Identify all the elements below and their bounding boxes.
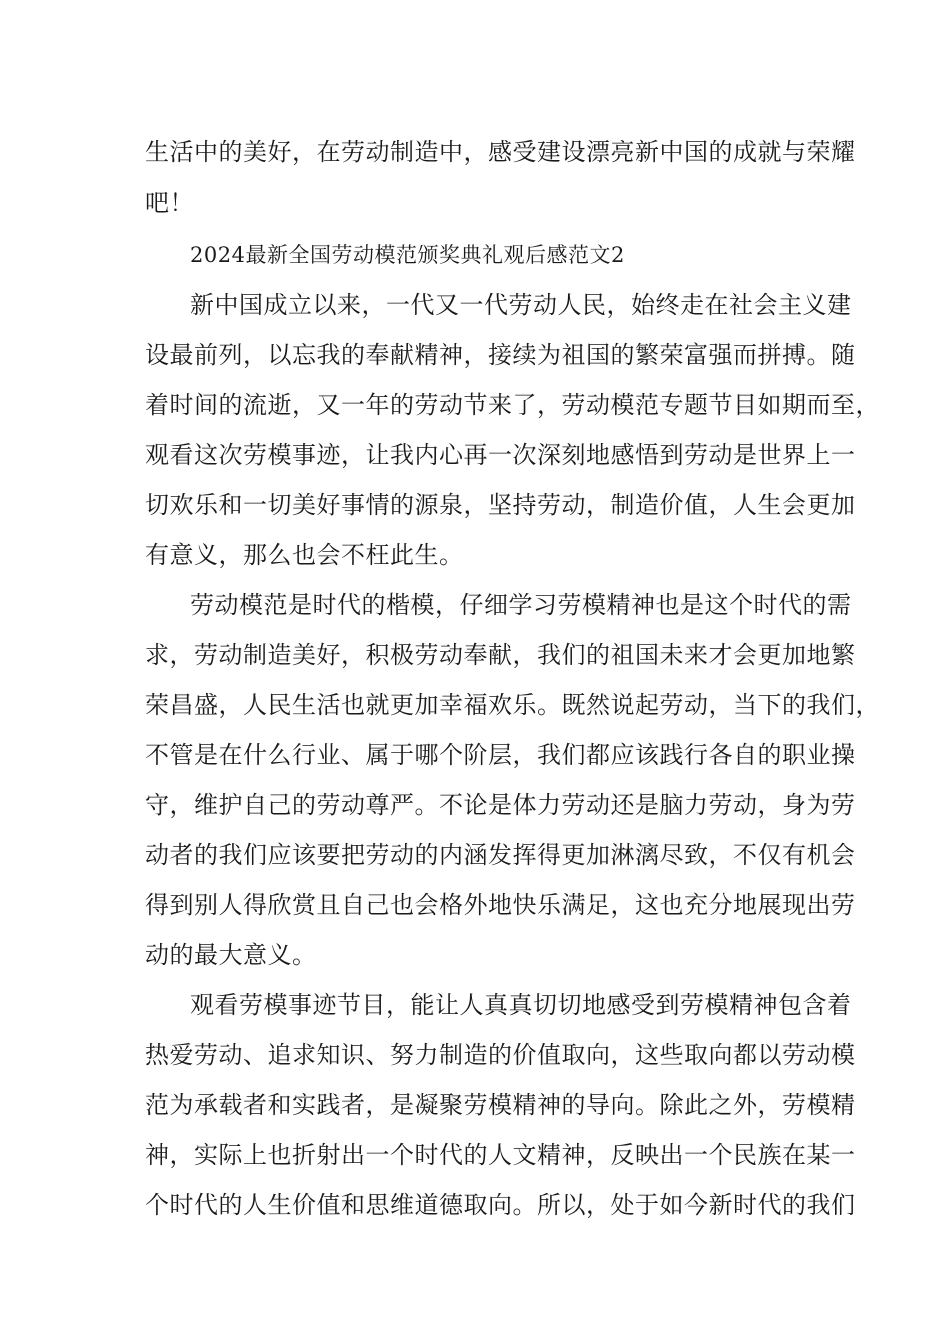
paragraph3-line-4: 神，实际上也折射出一个时代的人文精神，反映出一个民族在某一 — [145, 1141, 856, 1169]
paragraph3-line-3: 范为承载者和实践者，是凝聚劳模精神的导向。除此之外，劳模精 — [145, 1091, 856, 1119]
paragraph2-line-1: 劳动模范是时代的楷模，仔细学习劳模精神也是这个时代的需 — [190, 591, 852, 619]
paragraph1-line-2: 设最前列，以忘我的奉献精神，接续为祖国的繁荣富强而拼搏。随 — [145, 341, 856, 369]
paragraph2-line-8: 动的最大意义。 — [145, 941, 317, 969]
paragraph2-line-5: 守，维护自己的劳动尊严。不论是体力劳动还是脑力劳动，身为劳 — [145, 791, 856, 819]
paragraph1-line-3: 着时间的流逝，又一年的劳动节来了，劳动模范专题节目如期而至， — [145, 391, 880, 419]
section-title: 2024最新全国劳动模范颁奖典礼观后感范文2 — [190, 243, 625, 267]
paragraph2-line-7: 得到别人得欣赏且自己也会格外地快乐满足，这也充分地展现出劳 — [145, 891, 856, 919]
paragraph2-line-2: 求，劳动制造美好，积极劳动奉献，我们的祖国未来才会更加地繁 — [145, 641, 856, 669]
paragraph2-line-4: 不管是在什么行业、属于哪个阶层，我们都应该践行各自的职业操 — [145, 741, 856, 769]
paragraph3-line-2: 热爱劳动、追求知识、努力制造的价值取向，这些取向都以劳动模 — [145, 1041, 856, 1069]
paragraph1-line-6: 有意义，那么也会不枉此生。 — [145, 541, 464, 569]
paragraph1-line-1: 新中国成立以来，一代又一代劳动人民，始终走在社会主义建 — [190, 291, 852, 319]
paragraph2-line-3: 荣昌盛，人民生活也就更加幸福欢乐。既然说起劳动，当下的我们， — [145, 691, 880, 719]
paragraph1-line-4: 观看这次劳模事迹，让我内心再一次深刻地感悟到劳动是世界上一 — [145, 441, 856, 469]
paragraph3-line-1: 观看劳模事迹节目，能让人真真切切地感受到劳模精神包含着 — [190, 991, 852, 1019]
intro-line-1: 生活中的美好，在劳动制造中，感受建设漂亮新中国的成就与荣耀 — [145, 138, 856, 166]
intro-line-2: 吧！ — [145, 189, 194, 217]
paragraph2-line-6: 动者的我们应该要把劳动的内涵发挥得更加淋漓尽致，不仅有机会 — [145, 841, 856, 869]
paragraph3-line-5: 个时代的人生价值和思维道德取向。所以，处于如今新时代的我们 — [145, 1191, 856, 1219]
paragraph1-line-5: 切欢乐和一切美好事情的源泉，坚持劳动，制造价值，人生会更加 — [145, 491, 856, 519]
